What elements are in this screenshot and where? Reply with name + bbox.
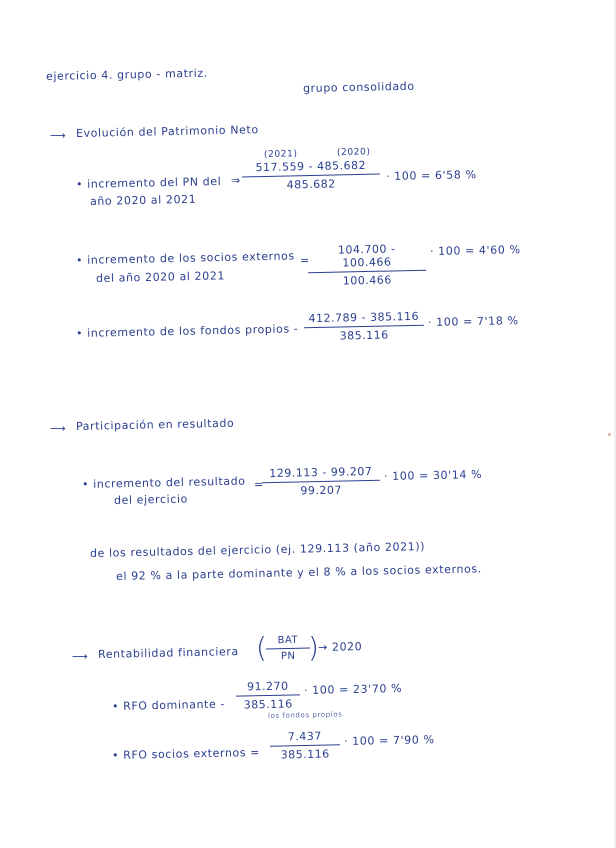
roe-minority-denominator: 385.116 [280,747,330,762]
equals-sign: = [253,477,264,491]
section-arrow-icon: ⟶ [50,129,66,142]
roe-minority-fraction [270,729,341,761]
roe-dominant-label-text: RFO dominante [123,697,217,713]
roe-year: → 2020 [317,640,363,654]
result-increase-label: • incremento del resultado [81,474,246,491]
equals-arrow-icon: ⇒ [231,174,241,187]
roe-dominant-denominator: 385.116 [243,697,293,712]
own-funds-increase-label-text: incremento de los fondos propios [87,322,290,340]
section-arrow-icon: ⟶ [72,650,88,663]
open-paren: ( [256,631,267,664]
year-2020-label: (2020) [336,147,371,158]
equity-fraction [242,159,381,193]
own-funds-increase-label: • incremento de los fondos propios - [75,322,299,340]
section-heading-roe: Rentabilidad financiera [97,645,239,661]
ratio-denominator: PN [280,650,296,663]
minority-increase-label-2: del año 2020 al 2021 [95,269,226,285]
minority-numerator: 104.700 - 100.466 [337,242,396,270]
section-heading-equity: Evolución del Patrimonio Neto [75,123,259,140]
roe-dominant-numerator: 91.270 [246,679,289,694]
result-note-line2: el 92 % a la parte dominante y el 8 % a los socios externos. [115,562,482,583]
group-subtitle: grupo consolidado [302,79,415,95]
roe-dominant-fraction [236,679,301,711]
result-numerator: 129.113 - 99.207 [269,464,373,481]
result-denominator: 99.207 [300,483,343,498]
result-fraction [262,465,381,498]
equity-result: · 100 = 6'58 % [385,168,477,183]
result-increase-label-2: del ejercicio [113,492,189,507]
section-arrow-icon: ⟶ [50,422,66,435]
paper-smudge [608,433,611,436]
close-paren: ) [308,631,319,664]
result-result: · 100 = 30'14 % [383,467,483,483]
roe-minority-numerator: 7.437 [287,729,322,744]
equity-denominator: 485.682 [286,177,336,192]
equals-sign: = [299,253,310,267]
ratio-numerator: BAT [277,634,299,647]
roe-dominant-result: · 100 = 23'70 % [303,681,403,697]
minority-increase-label: • incremento de los socios externos [75,249,295,267]
roe-minority-label: • RFO socios externos = [111,745,261,762]
own-funds-numerator: 412.789 - 385.116 [308,309,420,326]
equity-increase-label-2: año 2020 al 2021 [89,192,197,208]
exercise-title: ejercicio 4. grupo - matriz. [45,66,208,83]
equity-increase-label-text: incremento del PN del [87,174,222,191]
equity-increase-label: • incremento del PN del [75,174,222,191]
year-2021-label: (2021) [263,149,298,160]
roe-dominant-label: • RFO dominante - [111,697,226,713]
roe-minority-label-text: RFO socios externos [123,746,247,762]
roe-minority-result: · 100 = 7'90 % [343,733,435,748]
own-funds-note: los fondos propios [267,710,343,720]
result-note-line1: de los resultados del ejercicio (ej. 129.113 (año 2021)) [89,539,426,560]
minority-denominator: 100.466 [342,273,392,288]
minority-fraction [308,242,427,288]
result-increase-label-text: incremento del resultado [93,474,246,491]
minority-result: · 100 = 4'60 % [429,243,521,258]
own-funds-fraction [304,310,425,344]
section-heading-result-share: Participación en resultado [75,416,235,433]
roe-ratio [266,635,311,663]
equity-numerator: 517.559 - 485.682 [255,158,367,175]
own-funds-denominator: 385.116 [339,328,389,343]
own-funds-result: · 100 = 7'18 % [427,314,519,329]
minority-increase-label-text: incremento de los socios externos [87,249,295,267]
